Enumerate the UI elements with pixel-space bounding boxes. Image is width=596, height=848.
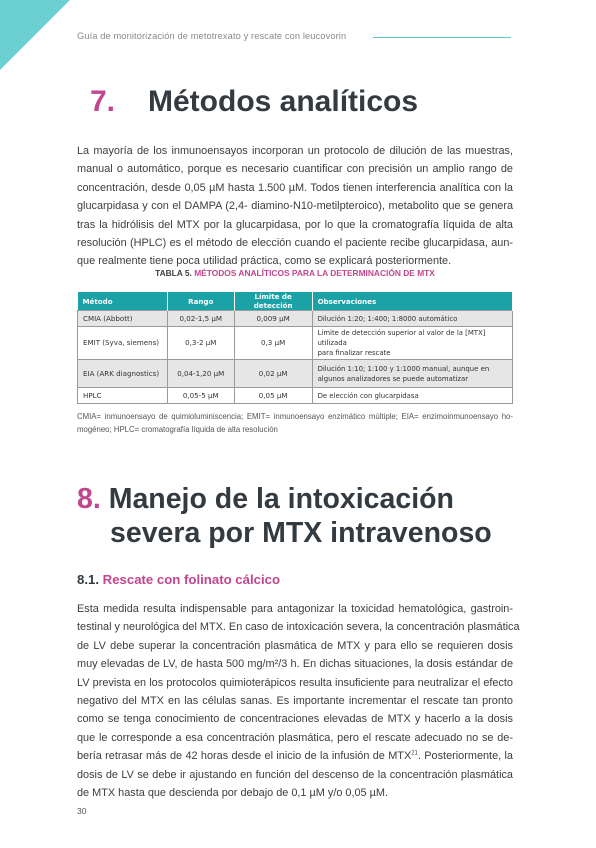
table-caption-title: MÉTODOS ANALÍTICOS PARA LA DETERMINACIÓN DE MTX bbox=[194, 268, 435, 278]
section-7-title: Métodos analíticos bbox=[148, 85, 419, 118]
paragraph-line: testinal y neurológica del MTX. En caso de intoxicación severa, la concentración plasmática bbox=[77, 621, 520, 634]
paragraph-line: Esta medida resulta indispensable para antagonizar la toxicidad hematológica, gastroin- bbox=[77, 603, 513, 615]
footnote-line: mogéneo; HPLC= cromatografía líquida de alta resolución bbox=[77, 424, 278, 434]
section-8-1-paragraph bbox=[77, 600, 520, 802]
table-caption bbox=[77, 268, 513, 278]
reference-superscript: 21 bbox=[411, 750, 418, 757]
cell-range: 0,02-1,5 µM bbox=[167, 311, 234, 327]
cell-detection-limit: 0,009 µM bbox=[234, 311, 312, 327]
paragraph-line-text: bería retrasar más de 42 horas desde el inicio de la infusión de MTX bbox=[77, 750, 412, 763]
cell-observations bbox=[312, 327, 512, 360]
cell-method: EIA (ARK diagnostics) bbox=[78, 360, 168, 388]
paragraph-line: tras la hidrólisis del MTX por la glucarpidasa, por lo que la cromatografía líquida de alta bbox=[77, 218, 513, 231]
section-7-heading bbox=[90, 85, 418, 119]
observation-line: para finalizar rescate bbox=[317, 349, 391, 357]
column-header-method: Método bbox=[78, 292, 168, 311]
cell-range: 0,05-5 µM bbox=[167, 388, 234, 404]
section-8-title-line1: Manejo de la intoxicación bbox=[108, 483, 454, 515]
corner-decoration bbox=[0, 0, 70, 70]
paragraph-line: glucarpidasa y con el DAMPA (2,4- diamino-N10-metilpteroico), metabolito que se genera bbox=[77, 200, 513, 213]
column-header-observations: Observaciones bbox=[312, 292, 512, 311]
paragraph-line: muy elevadas de LV, de hasta 500 mg/m²/3 h. En dichas situaciones, la dosis estándar de bbox=[77, 658, 513, 671]
paragraph-line bbox=[77, 747, 513, 765]
cell-range: 0,3-2 µM bbox=[167, 327, 234, 360]
section-7-paragraph bbox=[77, 142, 513, 271]
paragraph-line: manual o automático, porque es necesario cuantificar con precisión un amplio rango de bbox=[77, 163, 513, 176]
paragraph-line: de LV debe superar la concentración plasmática de MTX y para ello se requieren dosis bbox=[77, 639, 513, 652]
paragraph-line: que le corresponde a esa concentración plasmática, pero el rescate adecuado no se de- bbox=[77, 731, 513, 744]
section-8-title-line2: severa por MTX intravenoso bbox=[110, 517, 492, 549]
footnote-line: CMIA= inmunoensayo de quimioluminiscencia; EMIT= inmunoensayo enzimático múltiple; EIA= enzimoinmunoensayo ho- bbox=[77, 412, 513, 421]
section-8-number: 8. bbox=[77, 483, 101, 515]
observation-line: Límite de detección superior al valor de la [MTX] utilizada bbox=[317, 329, 486, 347]
cell-observations: Dilución 1:20; 1:400; 1:8000 automático bbox=[312, 311, 512, 327]
paragraph-line: dosis de LV se debe ir ajustando en función del descenso de la concentración plasmática bbox=[77, 768, 513, 781]
analytical-methods-table bbox=[77, 292, 513, 404]
cell-observations bbox=[312, 360, 512, 388]
cell-method: HPLC bbox=[78, 388, 168, 404]
observation-line: algunos analizadores se puede automatizar bbox=[317, 374, 469, 383]
cell-detection-limit: 0,3 µM bbox=[234, 327, 312, 360]
subsection-title: Rescate con folinato cálcico bbox=[102, 572, 281, 587]
table-row bbox=[78, 311, 513, 327]
cell-method: EMIT (Syva, siemens) bbox=[78, 327, 168, 360]
paragraph-line: La mayoría de los inmunoensayos incorporan un protocolo de dilución de las muestras, bbox=[77, 145, 513, 157]
column-header-range: Rango bbox=[167, 292, 234, 311]
table-row bbox=[78, 360, 513, 388]
cell-detection-limit: 0,02 µM bbox=[234, 360, 312, 388]
table-header-row bbox=[78, 292, 513, 311]
table-row bbox=[78, 327, 513, 360]
paragraph-line: LV prevista en los protocolos quimioterápicos resulta insuficiente para neutralizar el efecto bbox=[77, 676, 513, 689]
header-rule bbox=[373, 37, 511, 38]
cell-observations: De elección con glucarpidasa bbox=[312, 388, 512, 404]
paragraph-line: concentración, desde 0,05 µM hasta 1.500 µM. Todos tienen interferencia analítica con la bbox=[77, 181, 513, 194]
paragraph-line: resolución (HPLC) es el método de elección cuando el paciente recibe glucarpidasa, aun- bbox=[77, 236, 513, 249]
column-header-detection-limit: Límite de detección bbox=[234, 292, 312, 311]
table-footnote bbox=[77, 411, 513, 436]
cell-detection-limit: 0,05 µM bbox=[234, 388, 312, 404]
cell-range: 0,04-1,20 µM bbox=[167, 360, 234, 388]
cell-method: CMIA (Abbott) bbox=[78, 311, 168, 327]
paragraph-line: que realmente tiene poca utilidad práctica, como se explicará posteriormente. bbox=[77, 255, 452, 268]
paragraph-line: de MTX hasta que descienda por debajo de 0,1 µM y/o 0,05 µM. bbox=[77, 786, 389, 799]
paragraph-line: negativo del MTX en las células sanas. Es importante incrementar el rescate tan pronto bbox=[77, 694, 513, 707]
table-caption-prefix: TABLA 5. bbox=[155, 268, 192, 278]
running-header: Guía de monitorización de metotrexato y rescate con leucovorin bbox=[77, 31, 347, 41]
subsection-number: 8.1. bbox=[77, 572, 99, 587]
paragraph-line-tail: . Posteriormente, la bbox=[417, 750, 513, 763]
page-number: 30 bbox=[77, 806, 87, 816]
section-7-number: 7. bbox=[90, 85, 116, 118]
table-row bbox=[78, 388, 513, 404]
paragraph-line: como se tenga conocimiento de concentraciones elevadas de MTX y hacerlo a la dosis bbox=[77, 713, 513, 726]
subsection-8-1-heading bbox=[77, 572, 280, 587]
observation-line: Dilución 1:10; 1:100 y 1:1000 manual, aunque en bbox=[317, 364, 490, 373]
section-8-heading bbox=[77, 482, 492, 550]
